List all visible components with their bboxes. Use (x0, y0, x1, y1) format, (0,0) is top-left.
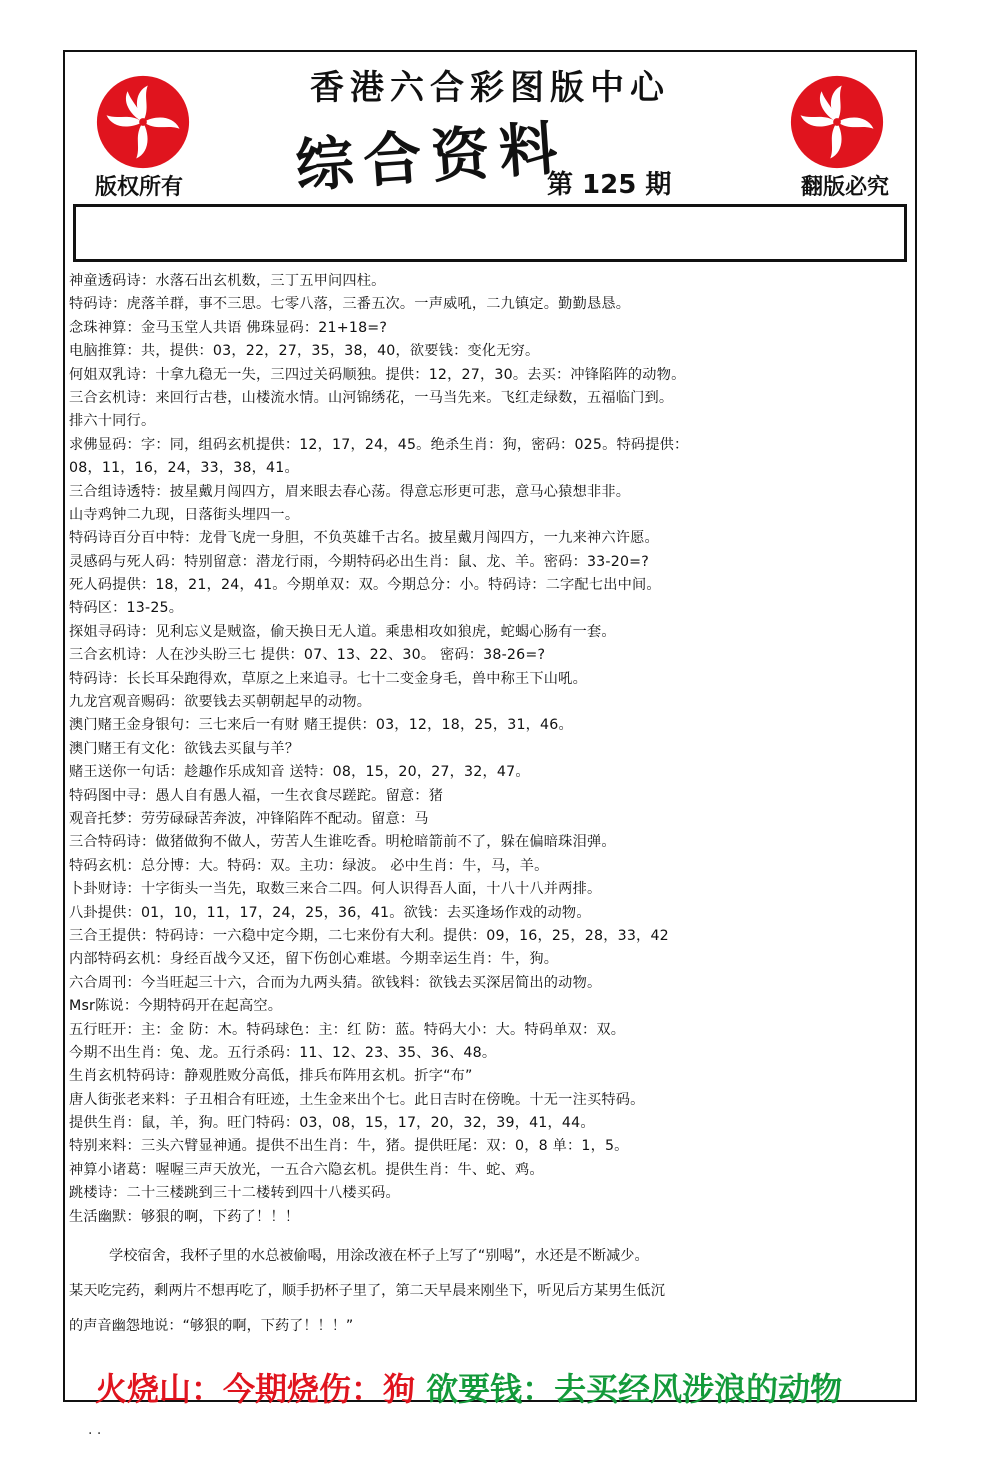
tip-line: 念珠神算：金马玉堂人共语 佛珠显码：21+18=? (69, 319, 388, 336)
tip-line: 三合玄机诗：来回行古巷，山楼流水情。山河锦绣花，一马当先来。飞红走绿数，五福临门到。 (69, 389, 674, 406)
footer-money-text: 欲要钱：去买经风涉浪的动物 (426, 1370, 843, 1408)
tip-line: 特码诗百分百中特：龙骨飞虎一身胆，不负英雄千古名。披星戴月闯四方，一九来神六许愿。 (69, 530, 659, 547)
joke-paragraph (69, 1239, 913, 1344)
footer-banner (95, 1364, 915, 1410)
tip-line: 三合特码诗：做猪做狗不做人，劳苦人生谁吃香。明枪暗箭前不了，躲在偏暗珠泪弹。 (69, 834, 616, 851)
tip-line: 特码图中寻：愚人自有愚人福，一生衣食尽蹉跎。留意：猪 (69, 787, 444, 804)
tip-line: 排六十同行。 (69, 413, 156, 430)
blank-banner-box (73, 204, 907, 262)
tip-line: Msr陈说：今期特码开在起高空。 (69, 998, 283, 1015)
tip-line: 今期不出生肖：兔、龙。五行杀码：11、12、23、35、36、48。 (69, 1044, 497, 1061)
copyright-label: 版权所有 (95, 175, 184, 200)
tip-line: 提供生肖：鼠，羊，狗。旺门特码：03，08，15，17，20，32，39，41，44。 (69, 1115, 595, 1132)
joke-line: 学校宿舍，我杯子里的水总被偷喝，用涂改液在杯子上写了“别喝”，水还是不断减少。 (109, 1248, 649, 1265)
page-frame (63, 50, 917, 1408)
tip-line: 跳楼诗：二十三楼跳到三十二楼转到四十八楼买码。 (69, 1185, 400, 1202)
tip-line: 澳门赌王有文化：欲钱去买鼠与羊？ (69, 740, 300, 757)
tip-line: 神童透码诗：水落石出玄机数，三丁五甲问四柱。 (69, 273, 386, 289)
tip-line: 八卦提供：01，10，11，17，24，25，36，41。欲钱：去买逢场作戏的动物。 (69, 904, 591, 921)
tip-line: 六合周刊：今当旺起三十六，合而为九两头猜。欲钱料：欲钱去买深居简出的动物。 (69, 974, 602, 991)
tip-line: 三合组诗透特：披星戴月闯四方，眉来眼去春心荡。得意忘形更可悲，意马心猿想非非。 (69, 483, 631, 500)
tip-line: 神算小诸葛：喔喔三声天放光，一五合六隐玄机。提供生肖：牛、蛇、鸡。 (69, 1161, 544, 1178)
tip-line: 08，11，16，24，33，38，41。 (69, 460, 299, 477)
tip-line: 生活幽默：够狠的啊，下药了！！！ (69, 1208, 300, 1225)
tip-line: 观音托梦：劳劳碌碌苦奔波，冲锋陷阵不配动。留意：马 (69, 810, 429, 827)
tip-line: 特码玄机：总分博：大。特码：双。主功：绿波。 必中生肖：牛，马，羊。 (69, 857, 549, 874)
header (65, 52, 915, 202)
tip-line: 澳门赌王金身银句：三七来后一有财 赌王提供：03，12，18，25，31，46。 (69, 717, 573, 734)
tip-line: 特码诗：虎落羊群，事不三思。七零八落，三番五次。一声威吼，二九镇定。勤勤恳恳。 (69, 296, 631, 313)
tip-line: 赌王送你一句话：趁趣作乐成知音 送特：08，15，20，27，32，47。 (69, 764, 530, 781)
tip-line: 求佛显码：字：同，组码玄机提供：12，17，24，45。绝杀生肖：狗，密码：025。特码提供： (69, 436, 689, 453)
tip-line: 内部特码玄机：身经百战今又还，留下伤创心难堪。今期幸运生肖：牛，狗。 (69, 951, 559, 968)
tips-list (69, 270, 913, 1229)
main-title: 综合资料 (293, 113, 570, 201)
tip-line: 特码区：13-25。 (69, 600, 184, 617)
tip-line: 特码诗：长长耳朵跑得欢，草原之上来追寻。七十二变金身毛，兽中称王下山吼。 (69, 670, 587, 687)
tip-line: 生肖玄机特码诗：静观胜败分高低，排兵布阵用玄机。折字“布” (69, 1068, 473, 1085)
tip-line: 探姐寻码诗：见利忘义是贼盗，偷天换日无人道。乘患相攻如狼虎，蛇蝎心肠有一套。 (69, 623, 616, 640)
tip-line: 灵感码与死人码：特别留意：潜龙行雨，今期特码必出生肖：鼠、龙、羊。密码：33-20=? (69, 553, 649, 570)
tip-line: 电脑推算：共，提供：03，22，27，35，38，40，欲要钱：变化无穷。 (69, 343, 540, 360)
joke-line: 的声音幽怨地说：“够狠的啊，下药了！！！” (69, 1318, 354, 1335)
piracy-warning-label: 翻版必究 (800, 175, 889, 200)
tip-line: 三合王提供：特码诗：一六稳中定今期，二七来份有大利。提供：09，16，25，28，33，42 (69, 927, 669, 944)
publisher-title: 香港六合彩图版中心 (310, 68, 670, 108)
issue-number: 第 125 期 (547, 170, 672, 200)
tip-line: 卜卦财诗：十字街头一当先，取数三来合二四。何人识得吾人面，十八十八并两排。 (69, 881, 602, 898)
footer-fire-text: 火烧山：今期烧伤：狗 (95, 1370, 416, 1408)
content-body (69, 270, 913, 1344)
tip-line: 山寺鸡钟二九现，日落街头埋四一。 (69, 506, 300, 523)
tip-line: 死人码提供：18，21，24，41。今期单双：双。今期总分：小。特码诗：二字配七出中间。 (69, 577, 661, 594)
tip-line: 九龙宫观音赐码：欲要钱去买朝朝起早的动物。 (69, 694, 372, 711)
joke-line: 某天吃完药，剩两片不想再吃了，顺手扔杯子里了，第二天早晨来刚坐下，听见后方某男生低沉 (69, 1283, 665, 1300)
tip-line: 五行旺开：主：金 防：木。特码球色：主：红 防：蓝。特码大小：大。特码单双：双。 (69, 1021, 626, 1038)
tip-line: 唐人街张老来料：子丑相合有旺迹，土生金来出个七。此日吉时在傍晚。十无一注买特码。 (69, 1091, 645, 1108)
tip-line: 特别来料：三头六臂显神通。提供不出生肖：牛，猪。提供旺尾：双：0，8 单：1，5。 (69, 1138, 629, 1155)
tip-line: 何姐双乳诗：十拿九稳无一失，三四过关码顺独。提供：12，27，30。去买：冲锋陷阵的动物。 (69, 366, 686, 383)
bottom-marks: . . (88, 1422, 102, 1438)
tip-line: 三合玄机诗：人在沙头盼三七 提供：07、13、22、30。 密码：38-26=? (69, 647, 546, 664)
